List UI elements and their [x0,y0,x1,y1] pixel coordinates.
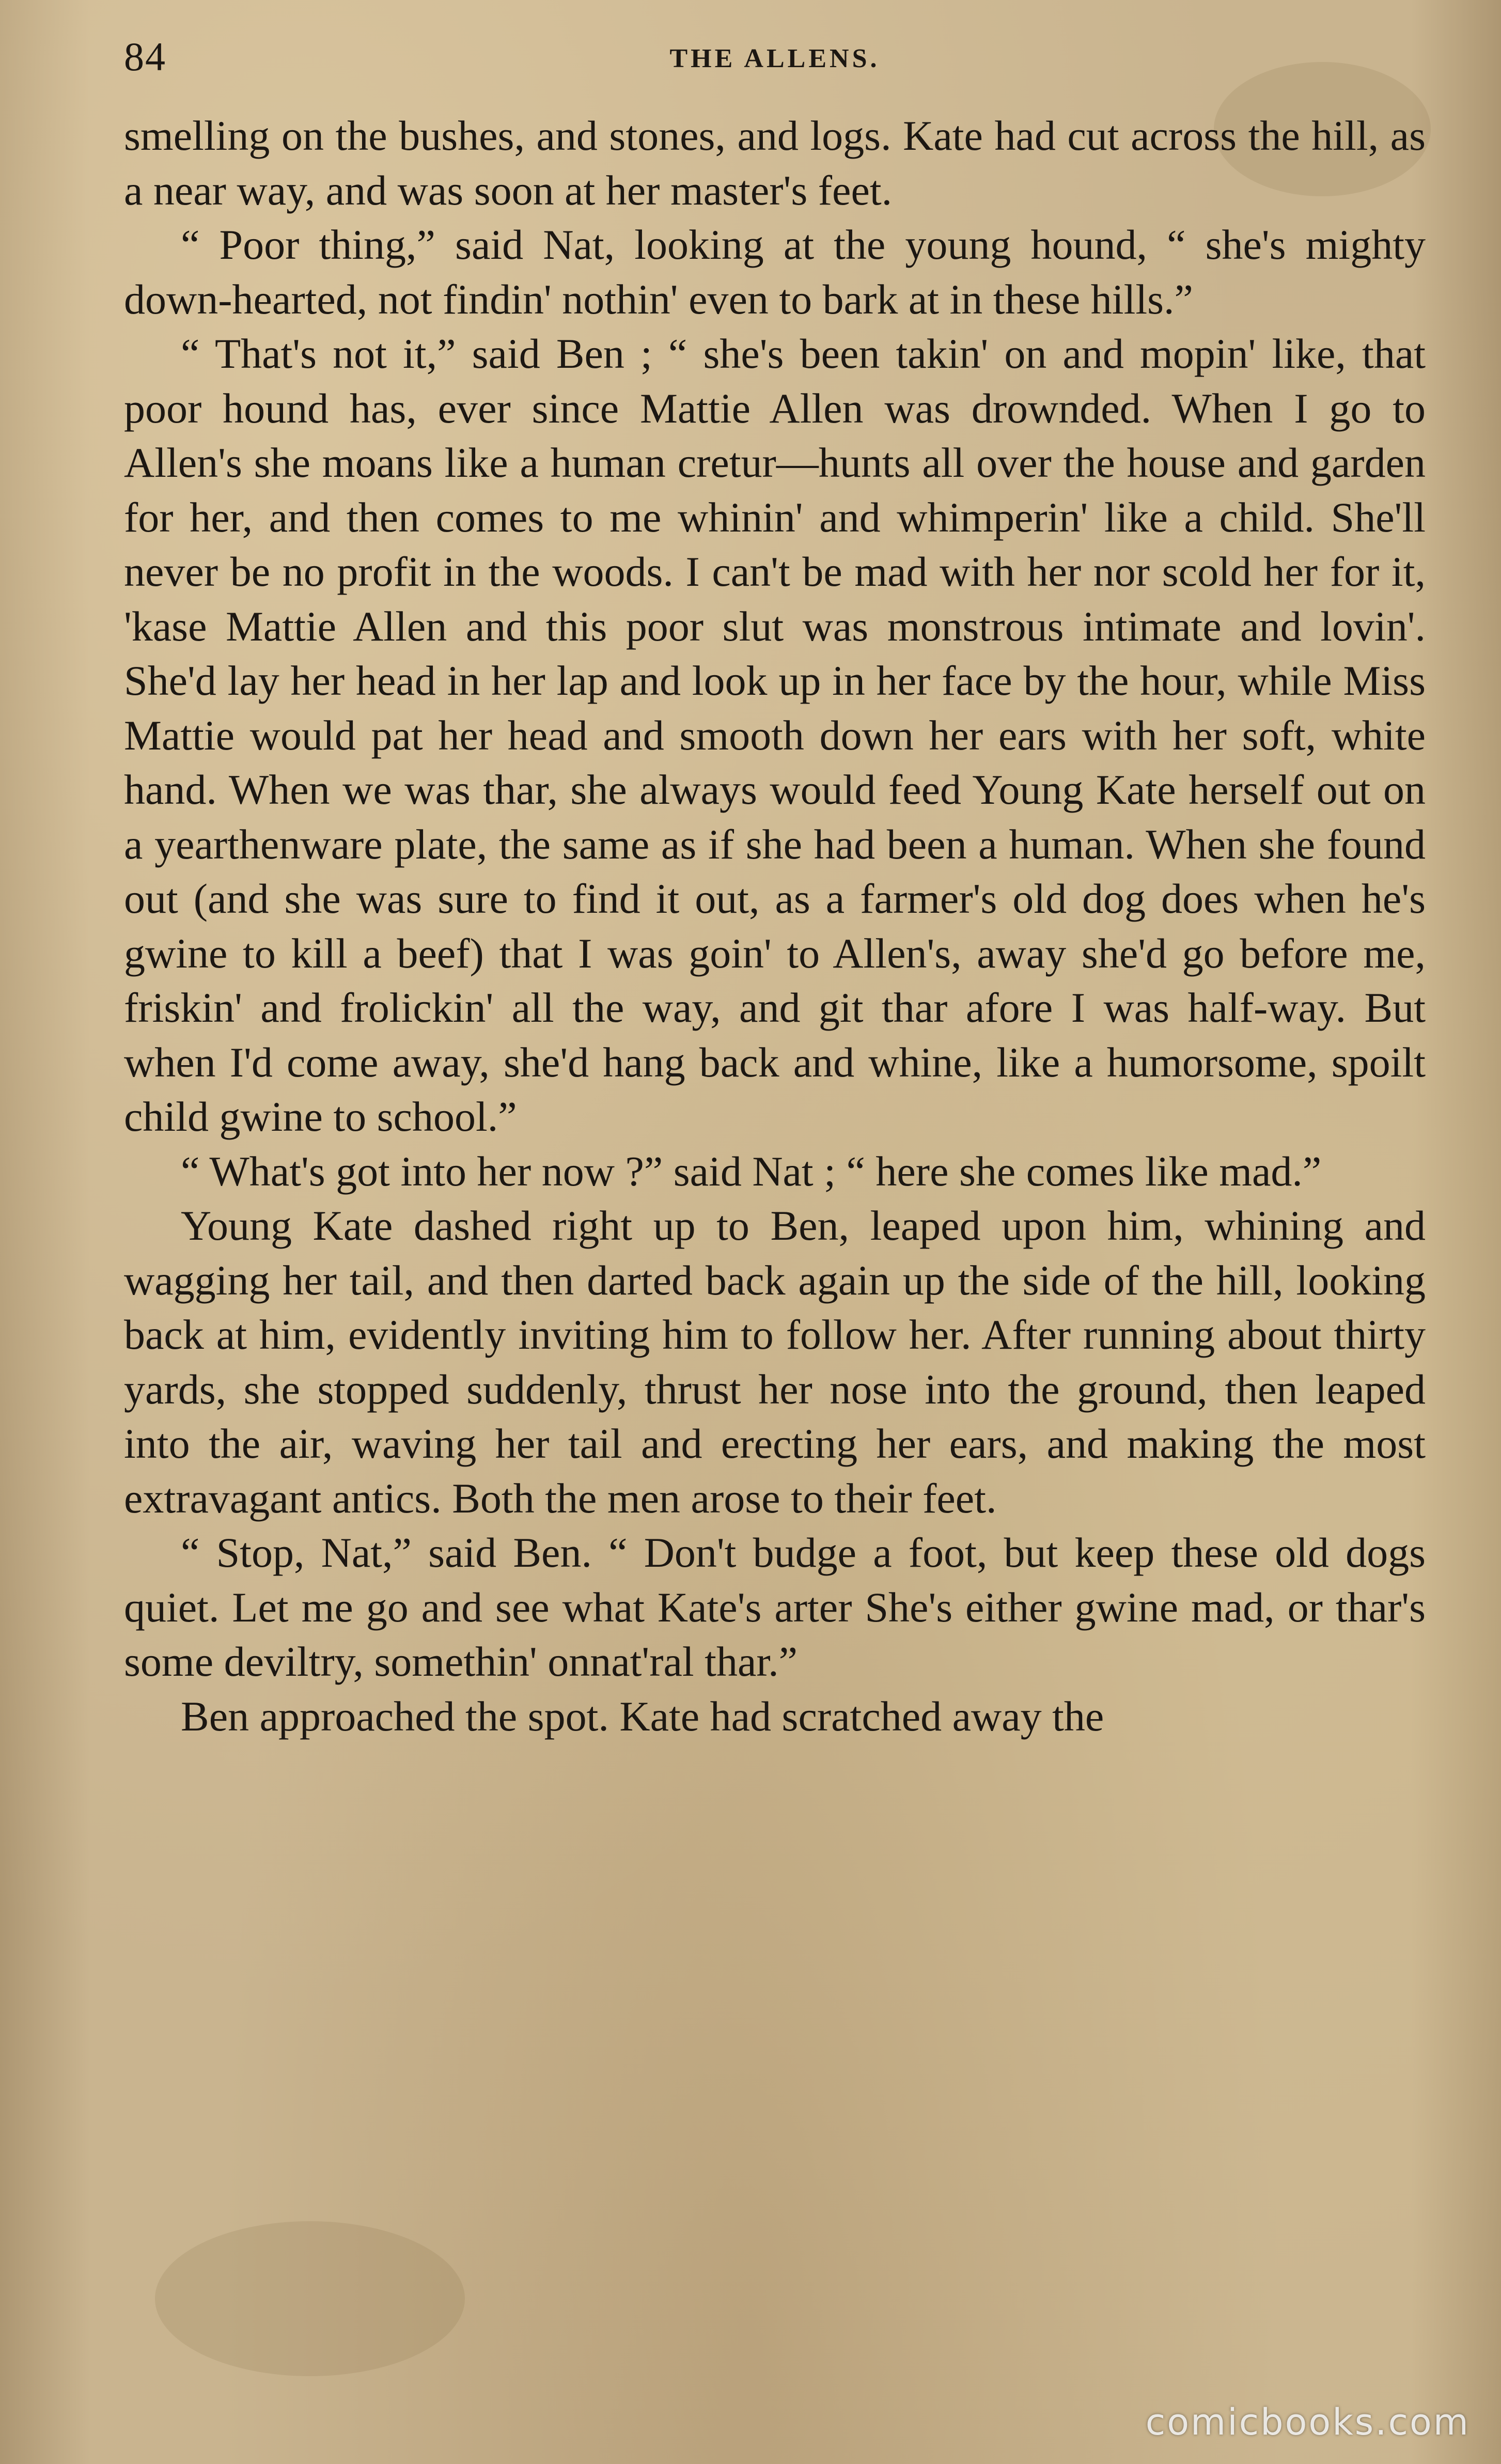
page-number: 84 [124,34,166,79]
paragraph: “ That's not it,” said Ben ; “ she's been takin' on and mopin' like, that poor hound has, ever since Mattie Allen was drownded. When I go to Allen's she moans like a human cretur—hunts all over the house and garden for her, and then comes to me whinin' and whimperin' like a child. She'll never be no profit in the woods. I can't be mad with her nor scold her for it, 'kase Mattie Allen and this poor slut was monstrous intimate and lovin'. She'd lay her head in her lap and look up in her face by the hour, while Miss Mattie would pat her head and smooth down her ears with her soft, white hand. When we was thar, she always would feed Young Kate herself out on a yearthenware plate, the same as if she had been a human. When she found out (and she was sure to find it out, as a farmer's old dog does when he's gwine to kill a beef) that I was goin' to Allen's, away she'd go before me, friskin' and frolickin' all the way, and git thar afore I was half-way. But when I'd come away, she'd hang back and whine, like a humorsome, spoilt child gwine to school.” [124,330,1426,1140]
paragraph-continued: smelling on the bushes, and stones, and logs. Kate had cut across the hill, as a near way, and was soon at her master's feet. [124,112,1426,214]
body-text [124,108,1426,1743]
paragraph: Young Kate dashed right up to Ben, leaped upon him, whining and wagging her tail, and then darted back again up the side of the hill, looking back at him, evidently inviting him to follow her. After running about thirty yards, she stopped suddenly, thrust her nose into the ground, then leaped into the air, waving her tail and erecting her ears, and making the most extravagant antics. Both the men arose to their feet. [124,1202,1426,1522]
paragraph: “ What's got into her now ?” said Nat ; “ here she comes like mad.” [181,1147,1322,1195]
book-page [124,26,1426,2402]
paragraph: “ Poor thing,” said Nat, looking at the young hound, “ she's mighty down-hearted, not findin' nothin' even to bark at in these hills.” [124,221,1426,323]
page-header [124,26,1426,108]
watermark-logo: comicbooks.com [1145,2401,1470,2443]
paragraph-continues: Ben approached the spot. Kate had scratched away the [181,1692,1104,1740]
paragraph: “ Stop, Nat,” said Ben. “ Don't budge a foot, but keep these old dogs quiet. Let me go and see what Kate's arter She's either gwine mad, or thar's some deviltry, somethin' onnat'ral thar.” [124,1529,1426,1685]
running-title: THE ALLENS. [669,44,880,73]
